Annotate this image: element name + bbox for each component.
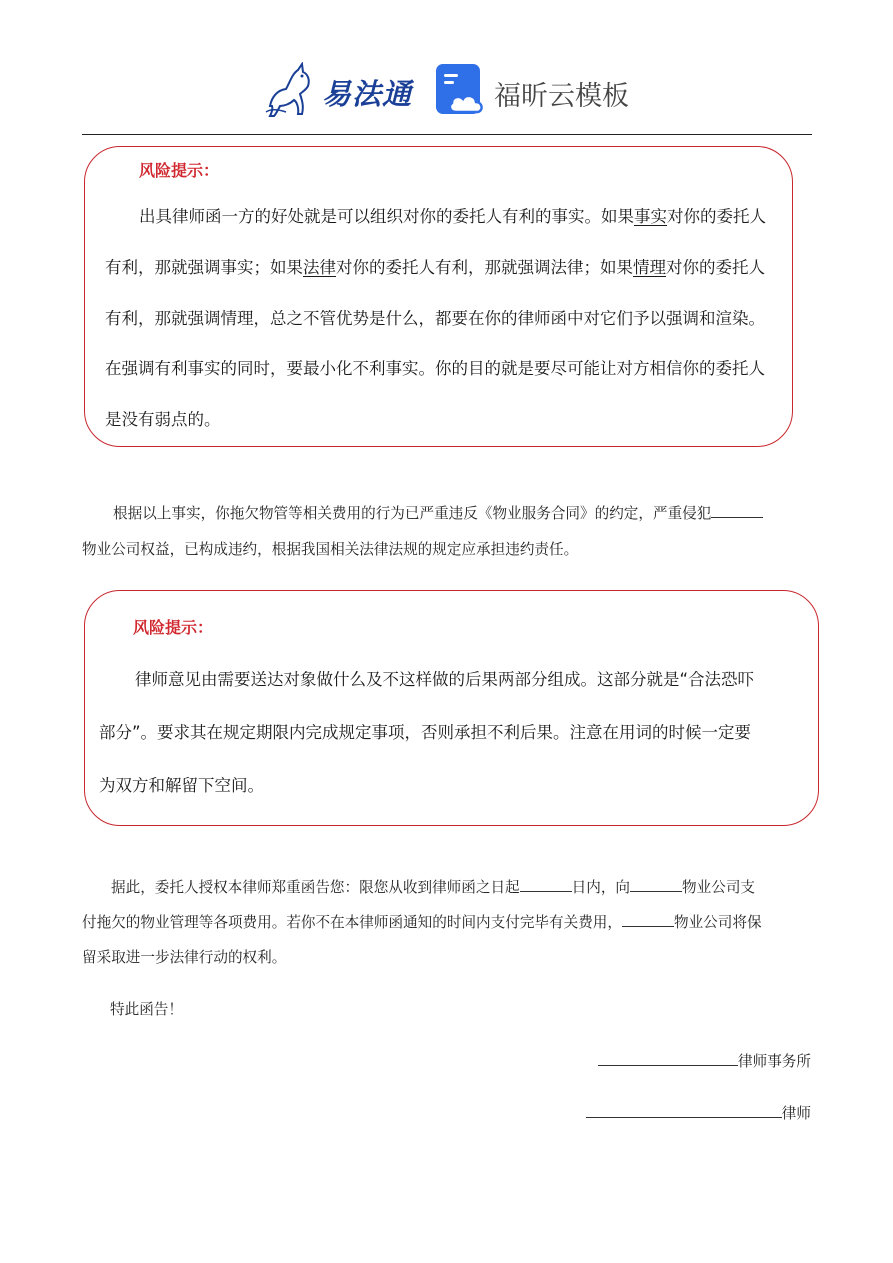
risk-tip-line: 律师意见由需要送达对象做什么及不这样做的后果两部分组成。这部分就是“合法恐吓 [135,670,755,689]
yifatong-logo [262,62,412,118]
blank-line [622,912,674,927]
risk-tip-box-2 [84,590,819,826]
yifatong-brand-text: 易法通 [322,77,413,111]
paragraph-line: 留采取进一步法律行动的权利。 [82,949,287,966]
fuxin-brand-text: 福昕云模板 [494,81,629,112]
blank-line [711,503,763,518]
paragraph-line: 据此，委托人授权本律师郑重函告您：限您从收到律师函之日起 日内，向 物业公司支 [111,879,756,896]
law-firm-signature: 律师事务所 [598,1050,811,1071]
page-header [0,58,893,124]
risk-tip-line: 在强调有利事实的同时，要最小化不利事实。你的目的就是要尽可能让对方相信你的委托人 [105,359,765,378]
blank-line [586,1103,782,1118]
risk-tip-line: 出具律师函一方的好处就是可以组织对你的委托人有利的事实。如果事实对你的委托人 [139,207,766,226]
header-divider [82,134,812,135]
risk-tip-title: 风险提示： [139,161,220,180]
paragraph-line: 付拖欠的物业管理等各项费用。若你不在本律师函通知的时间内支付完毕有关费用， 物业公司将保 [82,914,762,931]
risk-tip-line: 为双方和解留下空间。 [99,776,264,795]
risk-tip-line: 部分”。要求其在规定期限内完成规定事项，否则承担不利后果。注意在用词的时候一定要 [99,723,752,742]
cloud-document-icon [436,64,486,116]
paragraph-line: 根据以上事实，你拖欠物管等相关费用的行为已严重违反《物业服务合同》的约定，严重侵犯 [113,502,763,523]
risk-tip-line: 有利，那就强调情理，总之不管优势是什么，都要在你的律师函中对它们予以强调和渲染。 [105,309,765,328]
fuxin-logo [436,64,636,118]
risk-tip-title: 风险提示： [133,618,214,637]
risk-tip-line: 有利，那就强调事实；如果法律对你的委托人有利，那就强调法律；如果情理对你的委托人 [105,258,765,277]
blank-line [630,877,682,892]
risk-tip-line: 是没有弱点的。 [105,410,221,429]
lawyer-signature: 律师 [586,1102,811,1123]
blank-line [598,1051,738,1066]
risk-tip-box-1 [84,146,793,447]
paragraph-line: 物业公司权益，已构成违约，根据我国相关法律法规的规定应承担违约责任。 [82,541,579,558]
closing-statement: 特此函告！ [110,1001,183,1018]
blank-line [520,877,572,892]
unicorn-horse-icon [262,62,324,118]
